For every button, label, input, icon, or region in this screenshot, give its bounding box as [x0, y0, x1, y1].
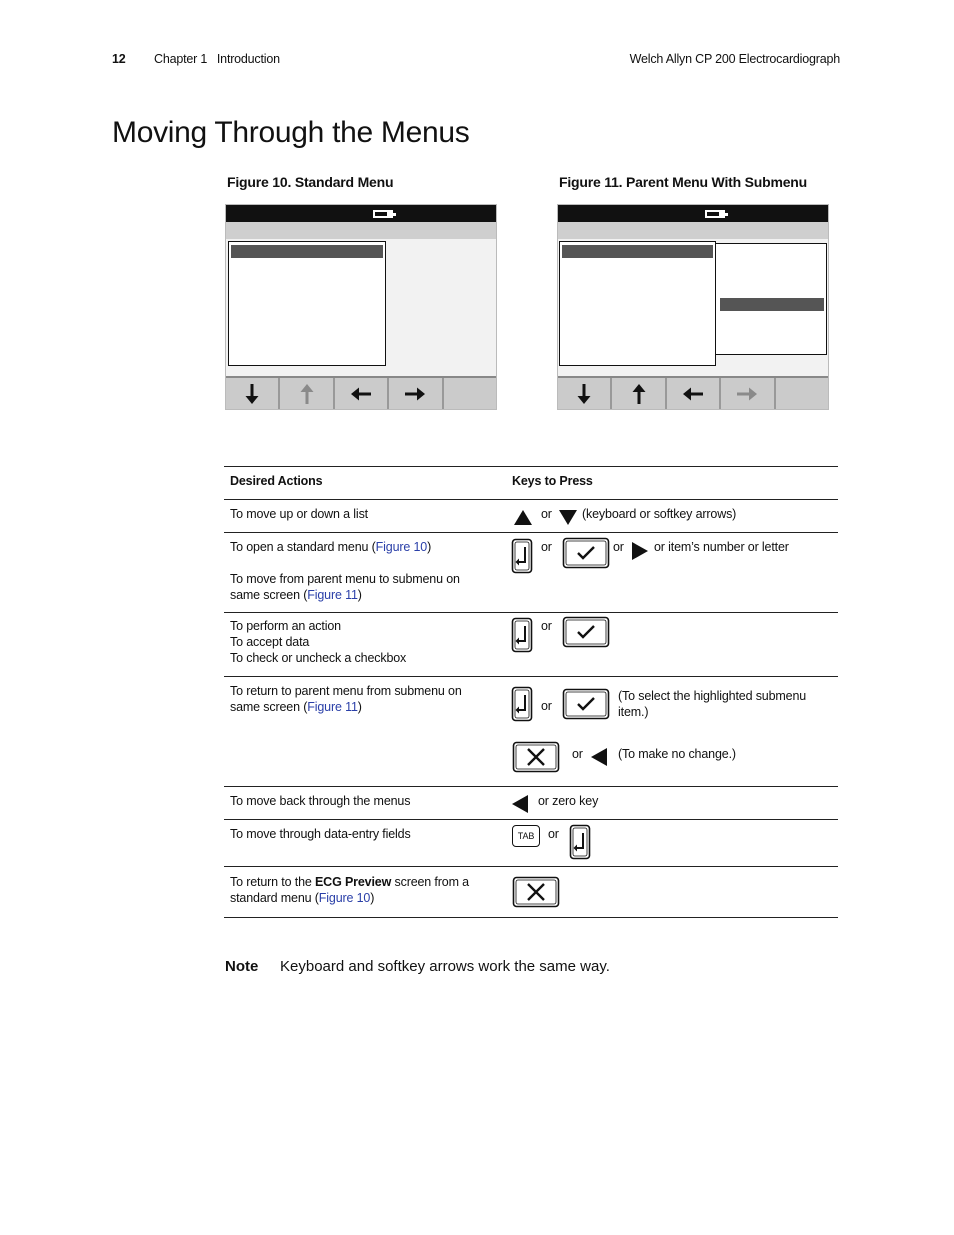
chapter-label: Chapter 1 Introduction [154, 52, 280, 66]
key-note: or item’s number or letter [654, 540, 789, 554]
left-arrow-key-icon [590, 747, 608, 767]
or-text: or [541, 619, 552, 633]
up-arrow-key-icon [513, 509, 533, 526]
enter-key-icon [511, 617, 533, 653]
figure-11-link[interactable]: Figure 11 [307, 588, 358, 602]
figure-10-caption: Figure 10. Standard Menu [227, 174, 394, 190]
or-text: or [541, 540, 552, 554]
table-row [224, 866, 838, 918]
table-row [224, 532, 838, 613]
cancel-key-icon [512, 741, 560, 773]
action-text: To return to the ECG Preview screen from a standard menu (Figure 10) [230, 875, 469, 905]
checkmark-key-icon [562, 688, 610, 720]
action-text: To return to parent menu from submenu on same screen (Figure 11) [230, 684, 462, 714]
or-text: or [541, 699, 552, 713]
col-header-actions: Desired Actions [230, 474, 323, 488]
action-text: To open a standard menu (Figure 10) [230, 540, 432, 554]
left-arrow-key-icon [511, 794, 529, 814]
right-arrow-key-icon [631, 541, 649, 561]
action-text: To move back through the menus [230, 794, 411, 808]
enter-key-icon [511, 686, 533, 722]
figure-10-link[interactable]: Figure 10 [318, 891, 371, 905]
action-text: To move through data-entry fields [230, 827, 411, 841]
note-text: Keyboard and softkey arrows work the same way. [280, 958, 610, 975]
book-title: Welch Allyn CP 200 Electrocardiograph [629, 52, 840, 66]
key-note: or zero key [538, 794, 599, 808]
down-arrow-key-icon [558, 509, 578, 526]
table-row [224, 819, 838, 867]
tab-key-icon: TAB [512, 825, 540, 847]
table-row [224, 676, 838, 787]
table-header-row [224, 466, 838, 500]
table-row [224, 612, 838, 677]
figure-11-caption: Figure 11. Parent Menu With Submenu [559, 174, 808, 190]
or-text: or [541, 507, 552, 521]
enter-key-icon [511, 538, 533, 574]
page-title: Moving Through the Menus [112, 116, 470, 149]
col-header-keys: Keys to Press [512, 474, 593, 488]
enter-key-icon [569, 824, 591, 860]
note-label: Note [225, 958, 259, 975]
figure-10-link[interactable]: Figure 10 [375, 540, 428, 554]
action-text: To check or uncheck a checkbox [230, 651, 407, 665]
key-note: (To select the highlighted submenu item.) [618, 689, 807, 719]
or-text: or [572, 747, 583, 761]
or-text: or [548, 827, 559, 841]
cancel-key-icon [512, 876, 560, 908]
table-row [224, 499, 838, 533]
action-text: To move from parent menu to submenu on same screen (Figure 11) [230, 572, 460, 602]
figure-11-link[interactable]: Figure 11 [307, 700, 358, 714]
page-number: 12 [112, 52, 126, 66]
action-text: To move up or down a list [230, 507, 368, 521]
table-row [224, 786, 838, 820]
action-text: To accept data [230, 635, 310, 649]
key-note: (To make no change.) [618, 747, 736, 761]
key-note: (keyboard or softkey arrows) [582, 507, 737, 521]
checkmark-key-icon [562, 537, 610, 569]
checkmark-key-icon [562, 616, 610, 648]
action-text: To perform an action [230, 619, 341, 633]
or-text: or [613, 540, 624, 554]
